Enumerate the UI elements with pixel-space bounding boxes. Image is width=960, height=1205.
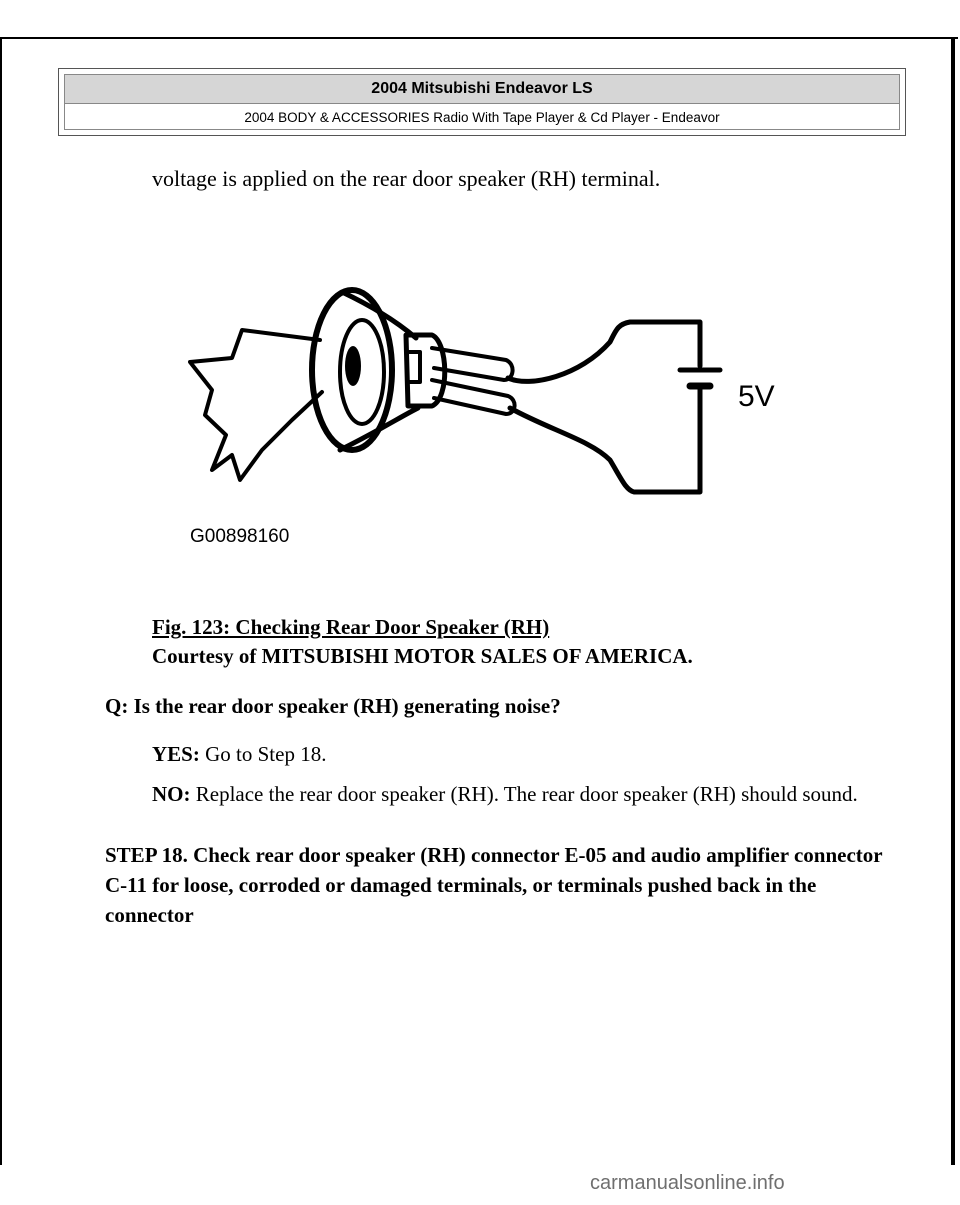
- document-header-inner: [64, 74, 900, 130]
- figure-code: G00898160: [190, 526, 290, 547]
- header-subtitle: 2004 BODY & ACCESSORIES Radio With Tape Player & Cd Player - Endeavor: [244, 110, 720, 125]
- answer-no-label: NO:: [152, 782, 191, 806]
- footer-watermark: carmanualsonline.info: [590, 1172, 785, 1194]
- question-text: Q: Is the rear door speaker (RH) generating noise?: [105, 694, 561, 718]
- answer-yes: [152, 742, 326, 767]
- answer-no: [152, 780, 872, 809]
- voltage-label: 5V: [738, 380, 775, 413]
- page-left-border: [0, 37, 2, 1165]
- wire-positive: [508, 322, 700, 381]
- wire-negative: [510, 398, 700, 492]
- answer-no-text: Replace the rear door speaker (RH). The rear door speaker (RH) should sound.: [195, 782, 858, 806]
- figure-caption: Fig. 123: Checking Rear Door Speaker (RH): [152, 615, 550, 639]
- answer-yes-text: Go to Step 18.: [205, 742, 327, 766]
- speaker-check-figure: [170, 280, 810, 560]
- body-text: voltage is applied on the rear door speaker (RH) terminal.: [152, 166, 661, 191]
- header-title: 2004 Mitsubishi Endeavor LS: [65, 75, 899, 104]
- document-header: [58, 68, 906, 136]
- page-top-border: [0, 37, 958, 39]
- speaker-dustcap: [345, 346, 361, 386]
- sound-burst-icon: [190, 330, 322, 480]
- answer-yes-label: YES:: [152, 742, 200, 766]
- figure-courtesy: Courtesy of MITSUBISHI MOTOR SALES OF AMERICA.: [152, 644, 693, 668]
- page-right-border: [951, 37, 955, 1165]
- step-heading: STEP 18. Check rear door speaker (RH) connector E-05 and audio amplifier connector C-11 for loose, corroded or damaged terminals, or terminals pushed back in the connector: [105, 843, 883, 927]
